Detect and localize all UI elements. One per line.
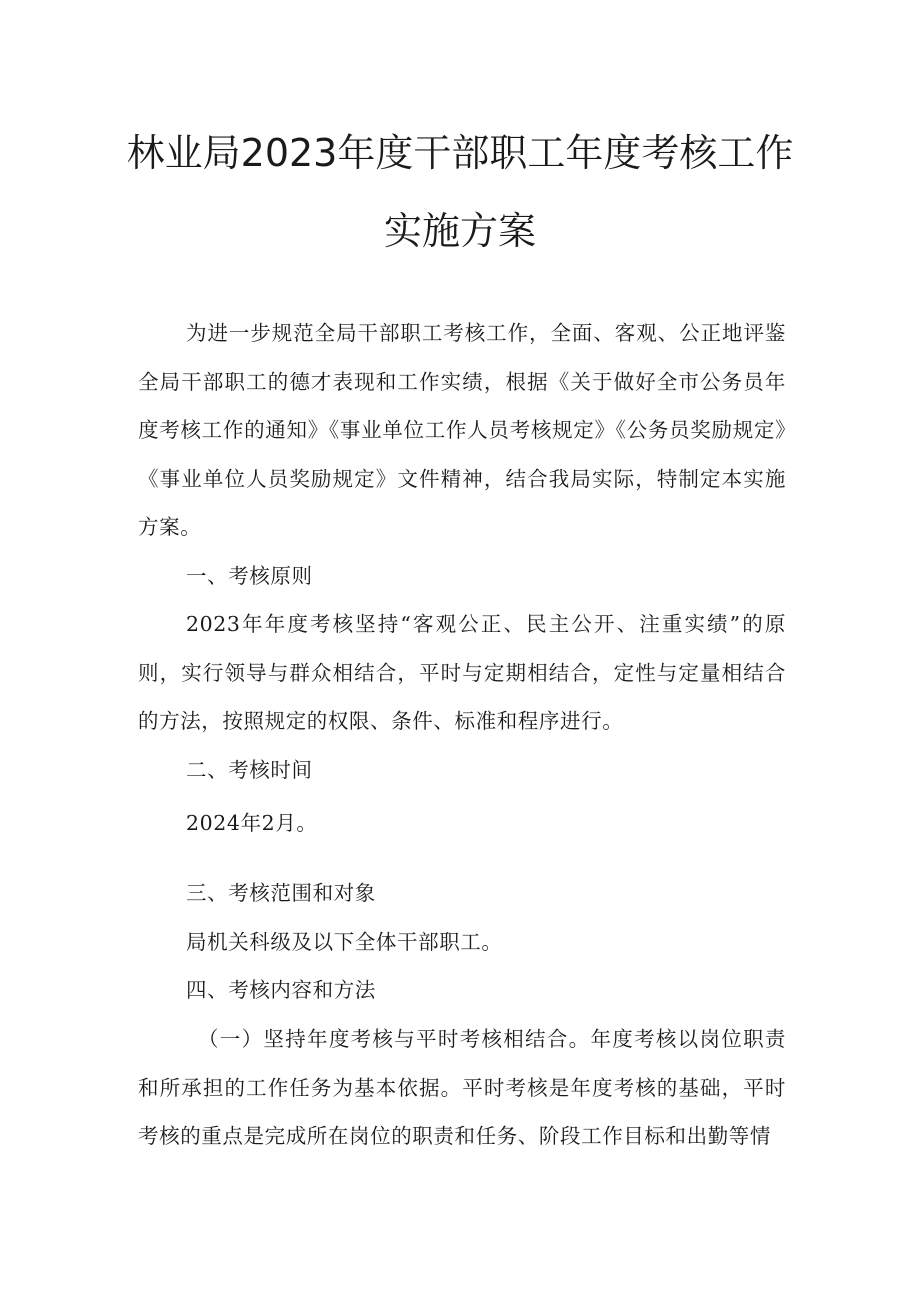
intro-paragraph: 为进一步规范全局干部职工考核工作，全面、客观、公正地评鉴全局干部职工的德才表现和工作实绩，根据《关于做好全市公务员年度考核工作的通知》《事业单位工作人员考核规定》《公务员奖励规定》《事业单位人员奖励规定》文件精神，结合我局实际，特制定本实施方案。 (138, 321, 786, 540)
section-1-heading: 一、考核原则 (186, 564, 313, 588)
section-4-body: （一）坚持年度考核与平时考核相结合。年度考核以岗位职责和所承担的工作任务为基本依据。平时考核是年度考核的基础，平时考核的重点是完成所在岗位的职责和任务、阶段工作目标和出勤等情 (138, 1027, 786, 1149)
section-3-body: 局机关科级及以下全体干部职工。 (186, 930, 503, 954)
section-2-heading: 二、考核时间 (186, 758, 313, 782)
section-3-heading: 三、考核范围和对象 (186, 881, 376, 905)
section-4-heading: 四、考核内容和方法 (186, 978, 376, 1002)
document-title-line-1: 林业局2023年度干部职工年度考核工作 (126, 131, 794, 175)
document-title-line-2: 实施方案 (383, 209, 536, 253)
section-1-body: 2023年年度考核坚持“客观公正、民主公开、注重实绩”的原则，实行领导与群众相结合，平时与定期相结合，定性与定量相结合的方法，按照规定的权限、条件、标准和程序进行。 (138, 612, 786, 734)
section-2-body: 2024年2月。 (186, 811, 318, 835)
